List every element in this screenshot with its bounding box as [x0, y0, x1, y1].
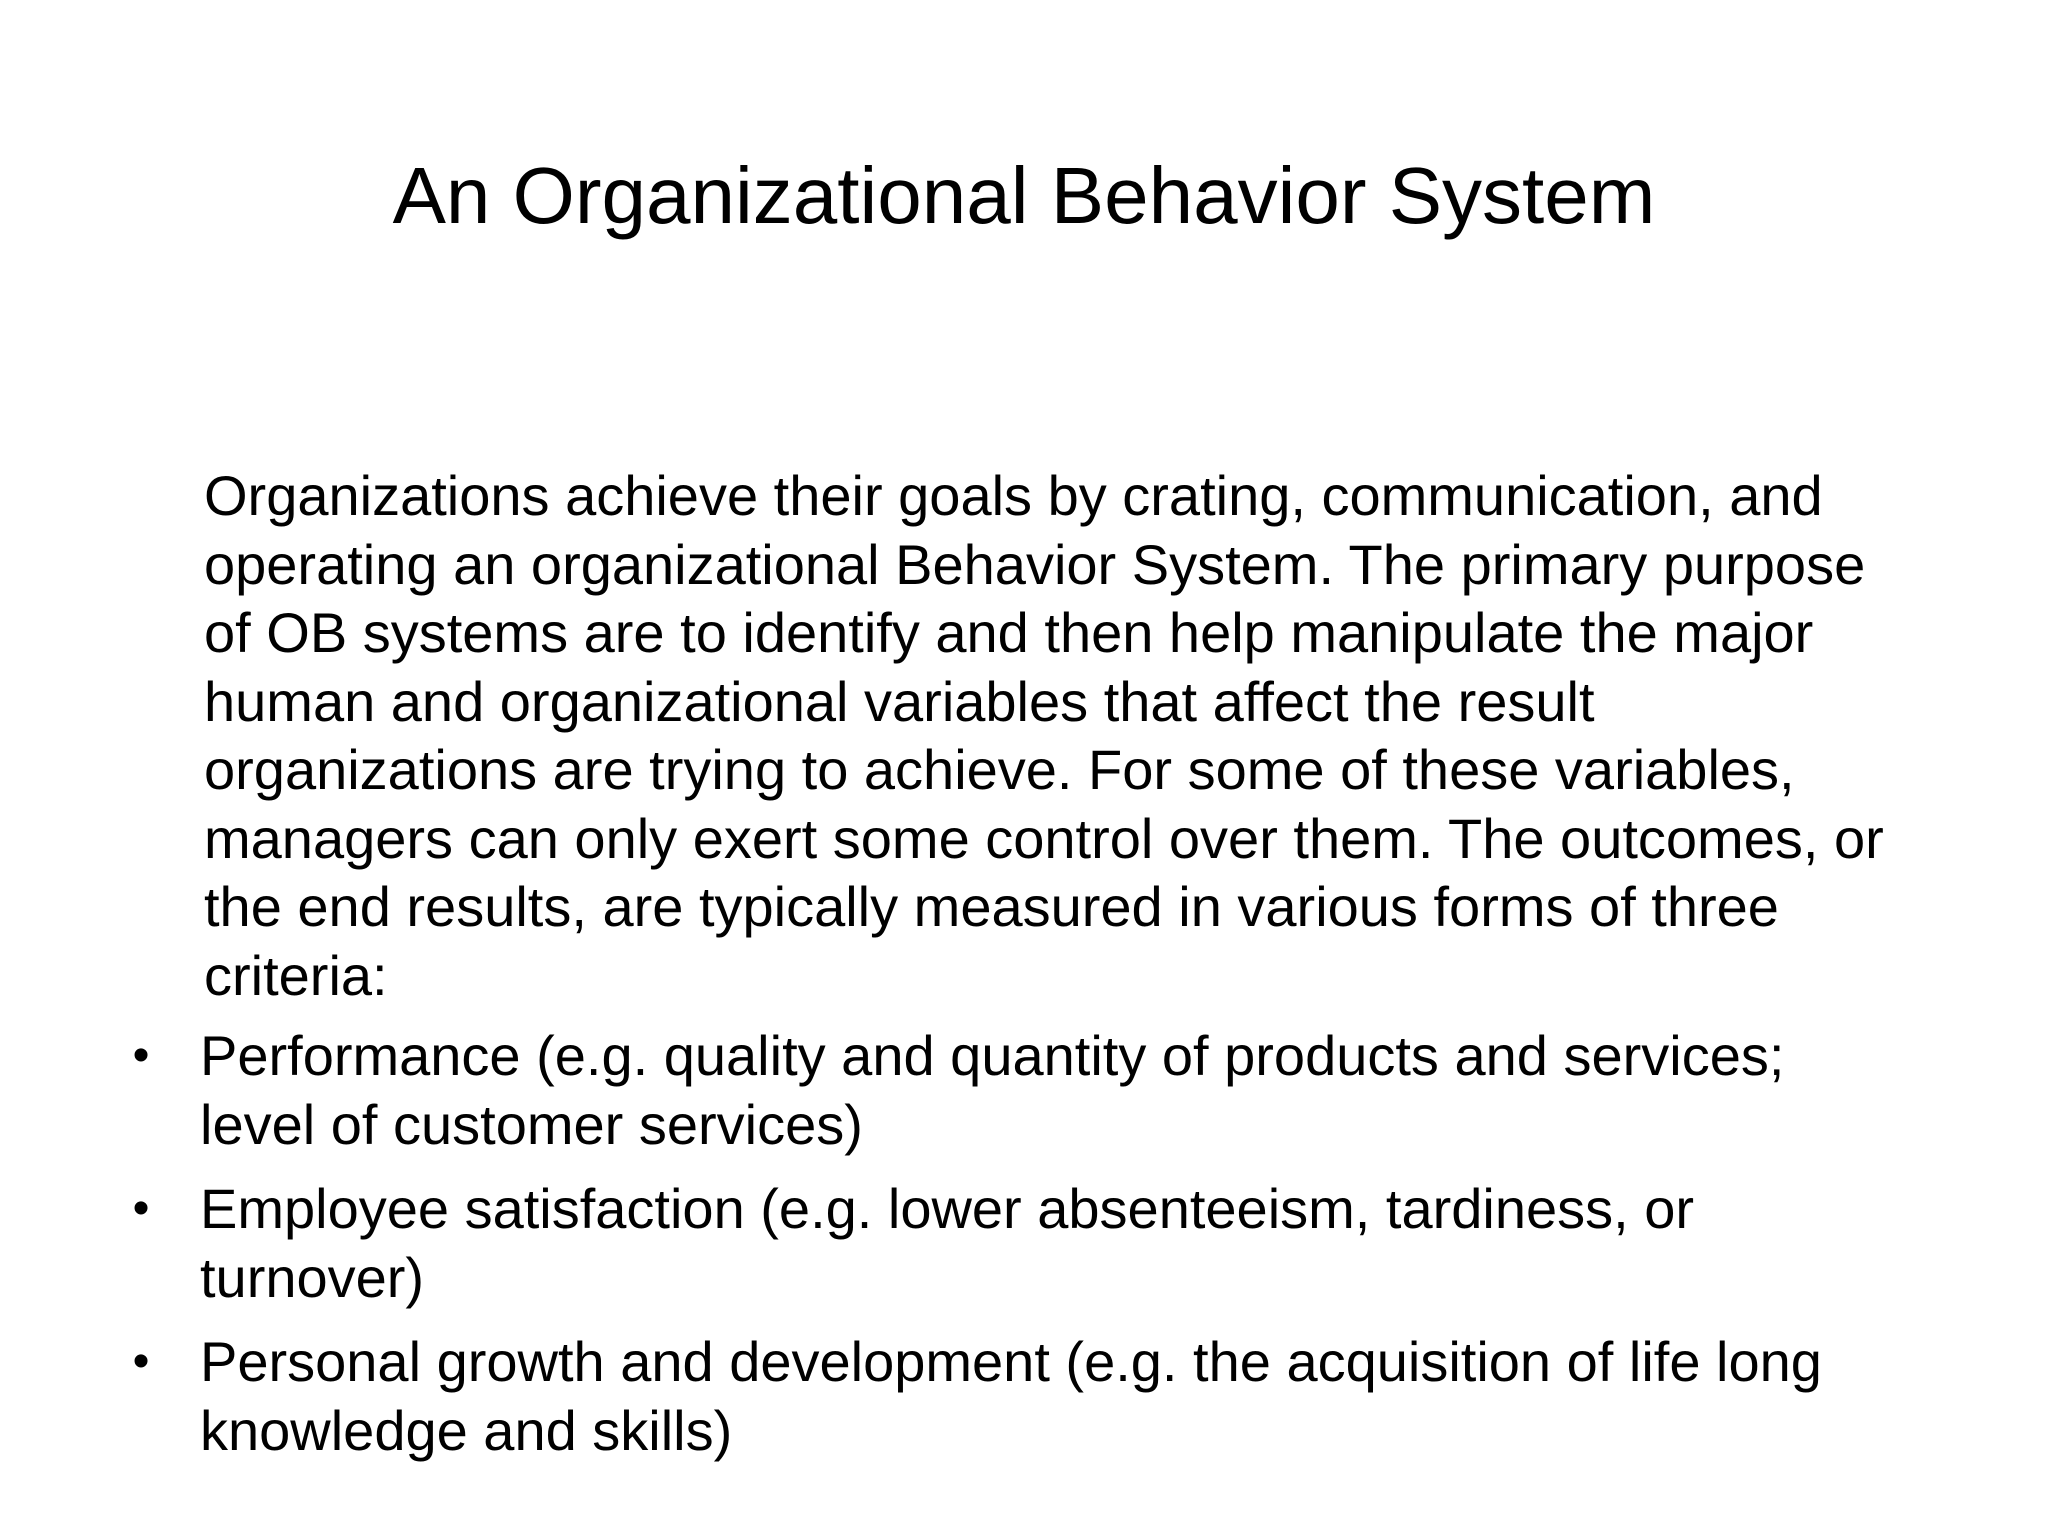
bullet-icon: •	[132, 1029, 150, 1082]
intro-line: operating an organizational Behavior System. The primary purpose	[204, 532, 1866, 596]
criteria-line: level of customer services)	[200, 1092, 863, 1156]
criteria-item-employee-satisfaction	[132, 1175, 1960, 1312]
slide-body	[132, 462, 1960, 1481]
bullet-icon: •	[132, 1335, 150, 1388]
intro-line: organizations are trying to achieve. For some of these variables,	[204, 738, 1795, 801]
criteria-item-performance	[132, 1022, 1960, 1159]
criteria-list	[132, 1022, 1960, 1465]
bullet-icon: •	[132, 1182, 150, 1235]
criteria-line: Employee satisfaction (e.g. lower absenteeism, tardiness, or	[200, 1177, 1695, 1240]
intro-line: the end results, are typically measured in various forms of three	[204, 875, 1779, 938]
intro-line: Organizations achieve their goals by crating, communication, and	[204, 464, 1823, 527]
criteria-line: knowledge and skills)	[200, 1398, 733, 1462]
criteria-line: Personal growth and development (e.g. the acquisition of life long	[200, 1330, 1822, 1393]
intro-line: of OB systems are to identify and then help manipulate the major	[204, 601, 1814, 664]
criteria-line: turnover)	[200, 1245, 425, 1309]
intro-line: managers can only exert some control over them. The outcomes, or	[204, 806, 1884, 870]
intro-line: human and organizational variables that affect the result	[204, 669, 1595, 733]
intro-line: criteria:	[204, 943, 388, 1007]
criteria-item-personal-growth	[132, 1328, 1960, 1465]
criteria-line: Performance (e.g. quality and quantity of products and services;	[200, 1024, 1785, 1087]
slide-title: An Organizational Behavior System	[392, 151, 1656, 240]
intro-paragraph	[200, 462, 1960, 1010]
